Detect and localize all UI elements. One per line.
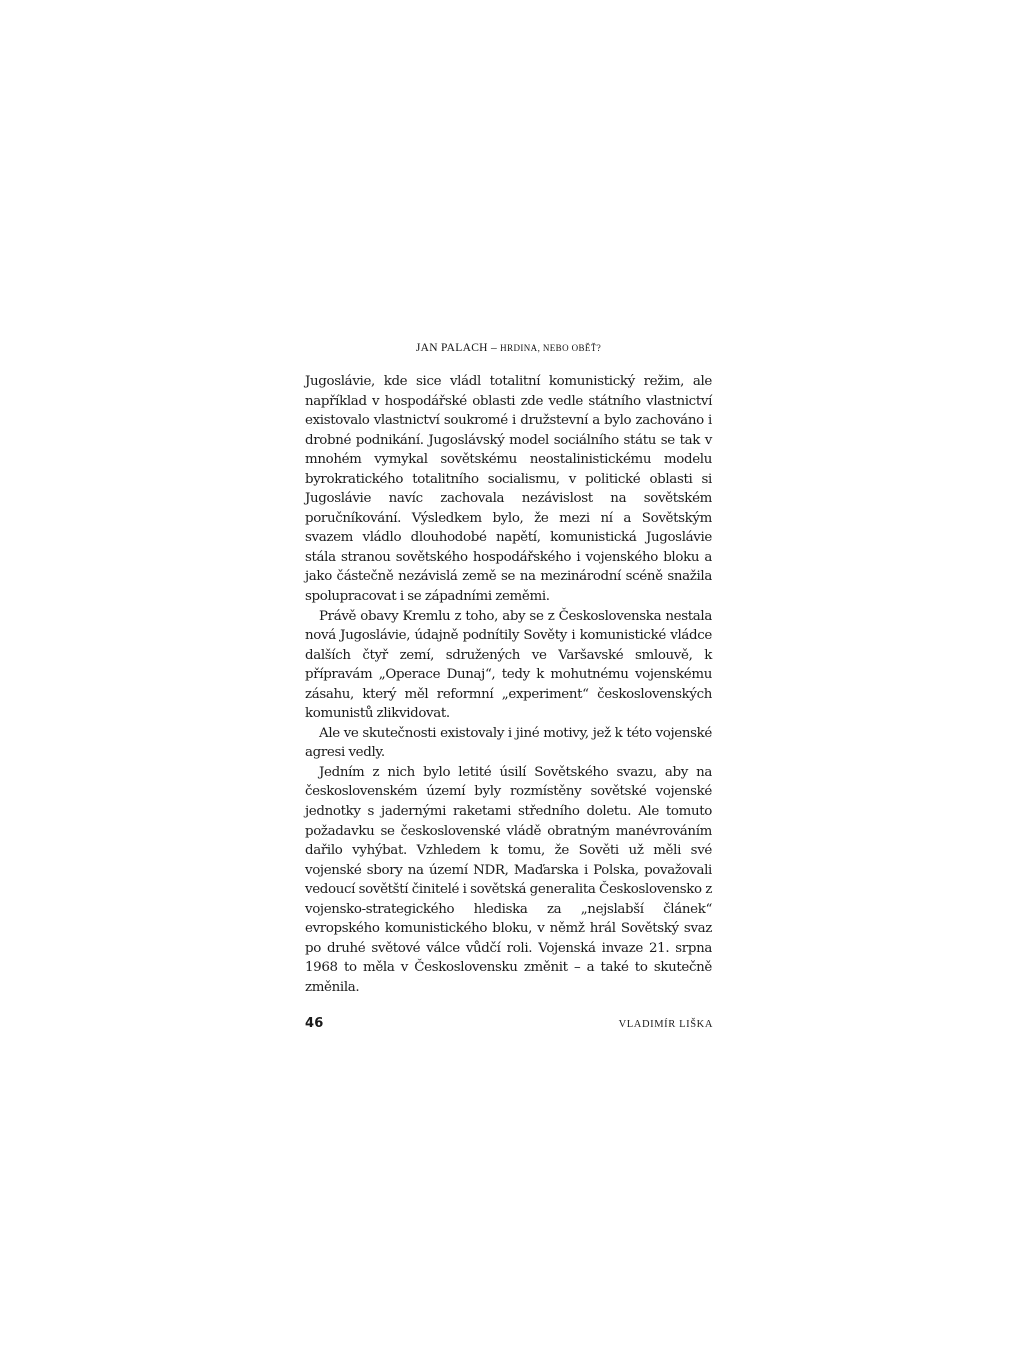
body-text	[305, 372, 712, 998]
footer-author: VLADIMÍR LIŠKA	[618, 1019, 713, 1030]
running-head-subtitle: HRDINA, NEBO OBĚŤ?	[500, 343, 602, 353]
paragraph: Právě obavy Kremlu z toho, aby se z Československa nestala nová Jugoslávie, údajně podnítily Sověty i komunistické vládce dalších čtyř zemí, sdružených ve Varšavské smlouvě, k přípravám „Operace Dunaj“, tedy k mohutnému vojenskému zásahu, který měl reformní „experiment“ československých komunistů zlikvidovat.	[305, 608, 712, 722]
running-head-title: JAN PALACH –	[415, 342, 501, 354]
page-number: 46	[305, 1016, 324, 1031]
paragraph: Ale ve skutečnosti existovaly i jiné motivy, jež k této vojenské agresi vedly.	[305, 725, 712, 761]
running-head	[305, 342, 712, 354]
paragraph: Jedním z nich bylo letité úsilí Sovětského svazu, aby na československém území byly rozmístěny sovětské vojenské jednotky s jadernými raketami středního doletu. Ale tomuto požadavku se československé vládě obratným manévrováním dařilo vyhýbat. Vzhledem k tomu, že Sověti už měli své vojenské sbory na území NDR, Maďarska i Polska, považovali vedoucí sovětští činitelé i sovětská generalita Československo z vojensko-strategického hlediska za „nejslabší článek“ evropského komunistického bloku, v němž hrál Sovětský svaz po druhé světové válce vůdčí roli. Vojenská invaze 21. srpna 1968 to měla v Československu změnit – a také to skutečně změnila.	[305, 764, 712, 995]
paragraph: Jugoslávie, kde sice vládl totalitní komunistický režim, ale například v hospodářské oblasti zde vedle státního vlastnictví existovalo vlastnictví soukromé i družstevní a bylo zachováno i drobné podnikání. Jugoslávský model sociálního státu se tak v mnohém vymykal sovětskému neostalinistickému modelu byrokratického totalitního socialismu, v politické oblasti si Jugoslávie navíc zachovala nezávislost na sovětském poručníkování. Výsledkem bylo, že mezi ní a Sovětským svazem vládlo dlouhodobé napětí, komunistická Jugoslávie stála stranou sovětského hospodářského i vojenského bloku a jako částečně nezávislá země se na mezinárodní scéně snažila spolupracovat i se západními zeměmi.	[305, 374, 712, 605]
